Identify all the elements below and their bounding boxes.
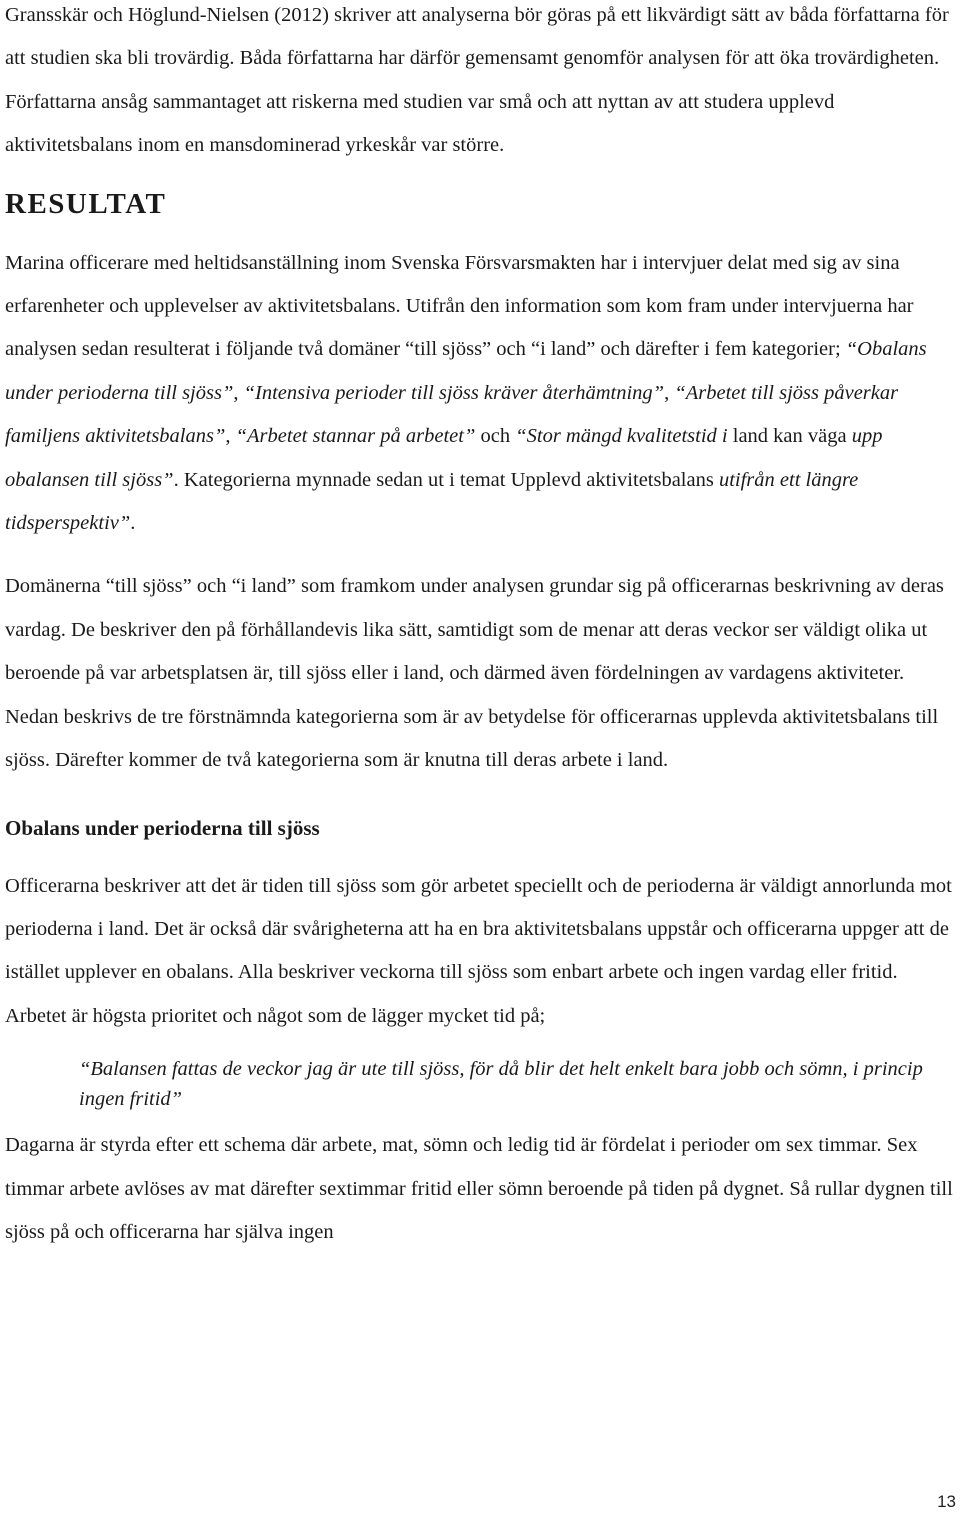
document-page <box>5 0 955 1254</box>
category-label: upp obalansen till sjöss” <box>5 425 883 491</box>
category-label: “Stor mängd kvalitetstid i <box>515 425 728 448</box>
results-text: och därefter i fem kategorier; <box>595 338 846 361</box>
category-label: “Intensiva perioder till sjöss kräver återhämtning” <box>243 381 665 404</box>
domain-label: “till sjöss” <box>405 338 492 361</box>
category-label: “Obalans under perioderna till sjöss” <box>5 338 927 404</box>
results-text: . <box>130 512 136 535</box>
category-label: “Arbetet till sjöss påverkar familjens aktivitetsbalans” <box>5 381 899 448</box>
results-paragraph-1 <box>5 242 955 546</box>
results-text: , <box>233 381 244 404</box>
results-heading: RESULTAT <box>5 187 167 220</box>
results-text: . Kategorierna mynnade sedan ut i temat Upplevd aktivitetsbalans <box>173 468 719 491</box>
results-text: land kan väga <box>727 425 852 448</box>
section-heading-obalans: Obalans under perioderna till sjöss <box>5 815 320 840</box>
section-paragraph-2: Dagarna är styrda efter ett schema där arbete, mat, sömn och ledig tid är fördelat i perioder om sex timmar. Sex timmar arbete avlöses av mat därefter sextimmar fritid eller sömn beroende på tiden på dygnet. Så rullar dygnen till sjöss på och officerarna har själva ingen <box>5 1134 953 1243</box>
domain-label: “i land” <box>531 338 596 361</box>
results-text: , <box>225 425 236 448</box>
results-text: och <box>491 338 532 361</box>
results-text: , <box>664 381 675 404</box>
page-number: 13 <box>937 1492 956 1511</box>
category-label: “Arbetet stannar på arbetet” <box>235 425 476 448</box>
results-paragraph-2: Domänerna “till sjöss” och “i land” som framkom under analysen grundar sig på officerarnas beskrivning av deras vardag. De beskriver den på förhållandevis lika sätt, samtidigt som de menar att deras veckor ser väldigt olika ut beroende på var arbetsplatsen är, till sjöss eller i land, och därmed även fördelningen av vardagens aktiviteter. Nedan beskrivs de tre förstnämnda kategorierna som är av betydelse för officerarnas upplevda aktivitetsbalans till sjöss. Därefter kommer de två kategorierna som är knutna till deras arbete i land. <box>5 575 944 772</box>
intro-paragraph: Gransskär och Höglund-Nielsen (2012) skriver att analyserna bör göras på ett likvärdigt sätt av båda författarna för att studien ska bli trovärdig. Båda författarna har därför gemensamt genomför analysen för att öka trovärdigheten. Författarna ansåg sammantaget att riskerna med studien var små och att nyttan av att studera upplevd aktivitetsbalans inom en mansdominerad yrkeskår var större. <box>5 4 949 157</box>
results-text: Marina officerare med heltidsanställning inom Svenska Försvarsmakten har i intervjuer delat med sig av sina erfarenheter och upplevelser av aktivitetsbalans. Utifrån den information som kom fram under intervjuerna har analysen sedan resulterat i följande två domäner <box>5 251 914 361</box>
section-paragraph-1: Officerarna beskriver att det är tiden till sjöss som gör arbetet speciellt och de perioderna är väldigt annorlunda mot perioderna i land. Det är också där svårigheterna att ha en bra aktivitetsbalans uppstår och officerarna uppger att de istället upplever en obalans. Alla beskriver veckorna till sjöss som enbart arbete och ingen vardag eller fritid. Arbetet är högsta prioritet och något som de lägger mycket tid på; <box>5 874 952 1027</box>
theme-label: utifrån ett längre tidsperspektiv” <box>5 468 859 535</box>
interview-quote: “Balansen fattas de veckor jag är ute till sjöss, för då blir det helt enkelt bara jobb och sömn, i princip ingen fritid” <box>79 1058 923 1111</box>
results-text: och <box>475 425 516 448</box>
